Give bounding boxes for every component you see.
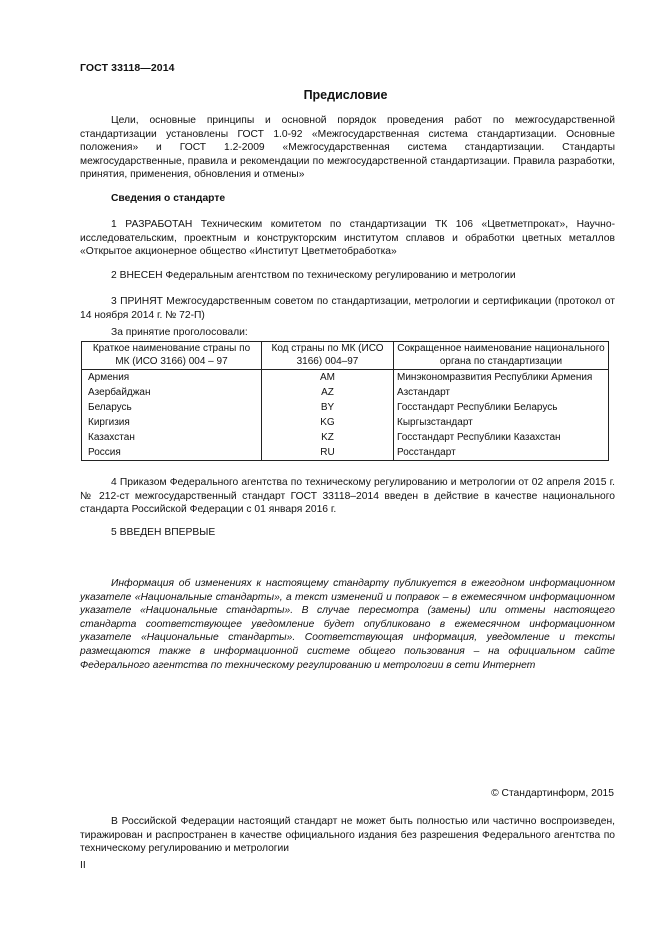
copyright: © Стандартинформ, 2015	[491, 788, 614, 799]
cell-code: AM	[262, 370, 394, 386]
item-enacted: 4 Приказом Федерального агентства по техническому регулированию и метрологии от 02 апреля 2015 г. № 212-ст межгосударственный стандарт ГОСТ 33118–2014 введен в действие в качестве национального стандарта Российской Федерации с 01 января 2016 г.	[80, 477, 615, 516]
cell-body: Госстандарт Республики Казахстан	[394, 430, 609, 445]
table-header-row	[82, 342, 609, 370]
cell-body: Азстандарт	[394, 385, 609, 400]
cell-body: Минэкономразвития Республики Армения	[394, 370, 609, 386]
cell-code: RU	[262, 445, 394, 461]
cell-code: KZ	[262, 430, 394, 445]
page-title: Предисловие	[303, 88, 388, 102]
cell-country: Россия	[82, 445, 262, 461]
cell-body: Росстандарт	[394, 445, 609, 461]
table-row	[82, 385, 609, 400]
item-adopted: 3 ПРИНЯТ Межгосударственным советом по стандартизации, метрологии и сертификации (протокол от 14 ноября 2014 г. № 72-П)	[80, 296, 615, 321]
info-notice: Информация об изменениях к настоящему стандарту публикуется в ежегодном информационном указателе «Национальные стандарты», а текст изменений и поправок – в ежемесячном информационном указателе «Национальные стандарты». В случае пересмотра (замены) или отмены настоящего стандарта соответствующее уведомление будет опубликовано в ежемесячном информационном указателе «Национальные стандарты». Соответствующая информация, уведомление и тексты размещаются также в информационной системе общего пользования – на официальном сайте Федерального агентства по техническому регулированию и метрологии в сети Интернет	[80, 578, 615, 671]
table-row	[82, 370, 609, 386]
table-row	[82, 430, 609, 445]
intro-paragraph: Цели, основные принципы и основной порядок проведения работ по межгосударственной стандартизации установлены ГОСТ 1.0-92 «Межгосударственная система стандартизации. Основные положения» и ГОСТ 1.2-2009 «Межгосударственная система стандартизации. Стандарты межгосударственные, правила и рекомендации по межгосударственной стандартизации. Правила разработки, принятия, применения, обновления и отмены»	[80, 115, 615, 181]
voting-table	[81, 341, 609, 461]
column-header-country: Краткое наименование страны по МК (ИСО 3166) 004 – 97	[82, 342, 262, 370]
cell-body: Госстандарт Республики Беларусь	[394, 400, 609, 415]
cell-country: Киргизия	[82, 415, 262, 430]
item-introduced: 5 ВВЕДЕН ВПЕРВЫЕ	[111, 527, 216, 538]
section-title: Сведения о стандарте	[111, 193, 226, 204]
cell-country: Беларусь	[82, 400, 262, 415]
rights-notice: В Российской Федерации настоящий стандарт не может быть полностью или частично воспроизведен, тиражирован и распространен в качестве официального издания без разрешения Федерального агентства по техническому регулированию и метрологии	[80, 816, 615, 855]
cell-code: KG	[262, 415, 394, 430]
vote-label: За принятие проголосовали:	[111, 327, 248, 338]
document-code: ГОСТ 33118—2014	[80, 62, 175, 74]
cell-country: Армения	[82, 370, 262, 386]
cell-country: Азербайджан	[82, 385, 262, 400]
item-submitted: 2 ВНЕСЕН Федеральным агентством по техническому регулированию и метрологии	[111, 270, 516, 281]
column-header-body: Сокращенное наименование национального органа по стандартизации	[394, 342, 609, 370]
item-developed: 1 РАЗРАБОТАН Техническим комитетом по стандартизации ТК 106 «Цветметпрокат», Научно-исследовательским, проектным и конструкторским институтом сплавов и обработки цветных металлов «Открытое акционерное общество «Институт Цветметобработка»	[80, 219, 615, 258]
table-row	[82, 445, 609, 461]
cell-body: Кыргызстандарт	[394, 415, 609, 430]
table-row	[82, 400, 609, 415]
cell-country: Казахстан	[82, 430, 262, 445]
cell-code: AZ	[262, 385, 394, 400]
column-header-code: Код страны по МК (ИСО 3166) 004–97	[262, 342, 394, 370]
page-number: II	[80, 860, 86, 871]
table-row	[82, 415, 609, 430]
cell-code: BY	[262, 400, 394, 415]
